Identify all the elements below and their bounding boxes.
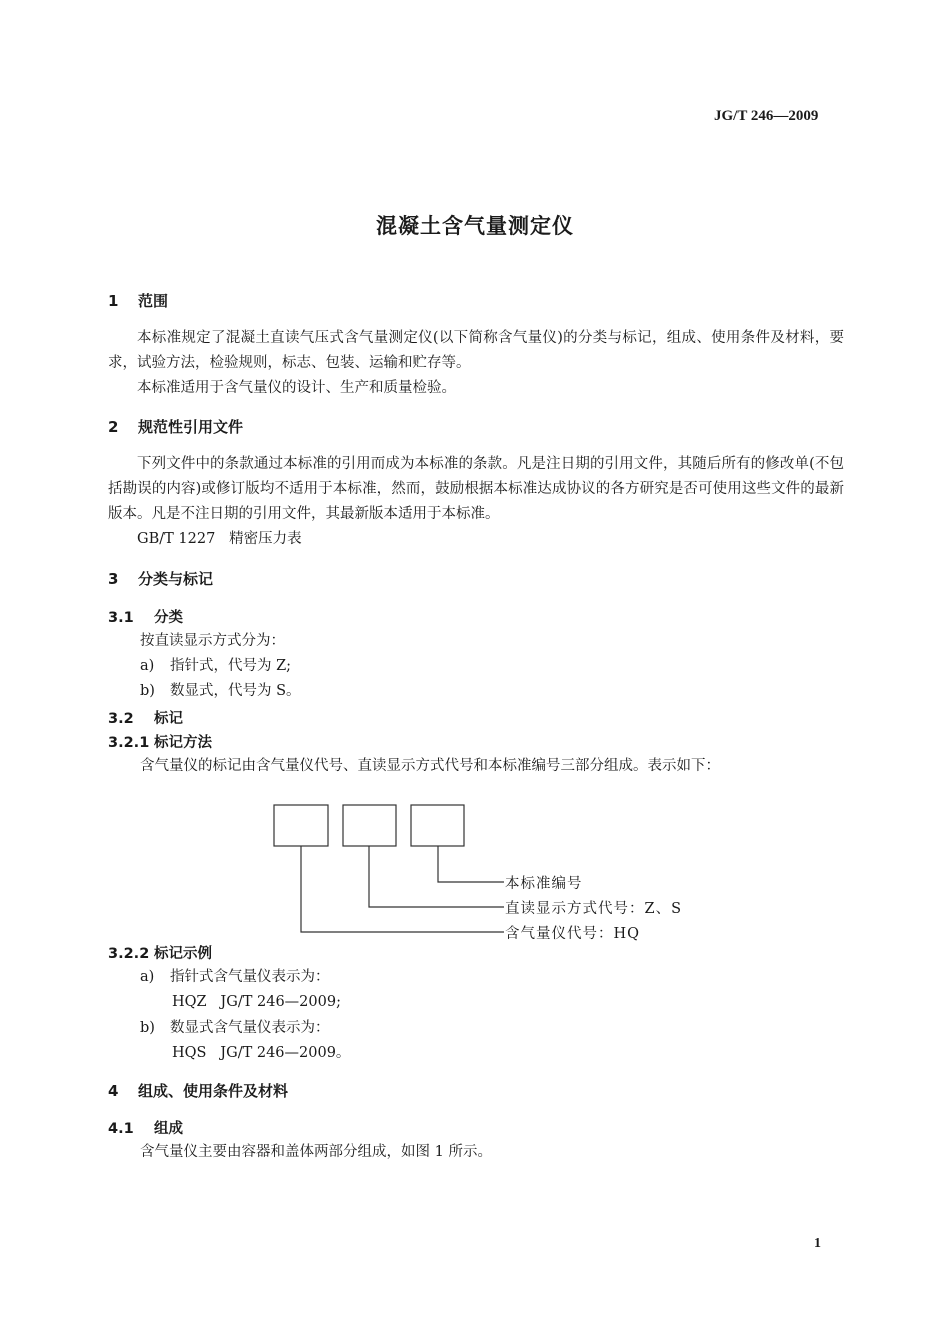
list-item (140, 654, 291, 679)
section-number: 3.2 (108, 711, 134, 727)
paragraph: 本标准适用于含气量仪的设计、生产和质量检验。 (137, 380, 456, 396)
section-number: 3.2.2 (108, 946, 150, 962)
reference-title: 精密压力表 (229, 531, 302, 547)
list-text: 数显式，代号为 S。 (170, 683, 301, 699)
classification-intro: 按直读显示方式分为： (140, 633, 285, 649)
display-code-box (343, 805, 396, 846)
section-3-2-2-heading (108, 942, 212, 963)
marking-example: HQS JG/T 246—2009。 (172, 1045, 351, 1061)
section-title: 组成 (154, 1121, 183, 1137)
instrument-code-leader (301, 846, 504, 932)
section-1-body (108, 326, 844, 401)
section-title: 标记 (154, 711, 183, 727)
instrument-code-box (274, 805, 328, 846)
section-number: 3.1 (108, 610, 134, 626)
standard-number-box (411, 805, 464, 846)
marking-example: HQZ JG/T 246—2009; (172, 994, 341, 1010)
paragraph: 下列文件中的条款通过本标准的引用而成为本标准的条款。凡是注日期的引用文件，其随后所有的修改单(不包括勘误的内容)或修订版均不适用于本标准，然而，鼓励根据本标准达成协议的各方研究是否可使用这些文件的最新版本。凡是不注日期的引用文件，其最新版本适用于本标准。 (108, 456, 844, 522)
section-number: 3.2.1 (108, 735, 150, 751)
section-1-heading (108, 290, 168, 311)
section-3-1-heading (108, 606, 183, 627)
section-4-heading (108, 1080, 288, 1101)
list-text: 指针式含气量仪表示为： (170, 969, 330, 985)
section-2-heading (108, 416, 243, 437)
list-marker: b) (140, 683, 155, 699)
list-marker: a) (140, 658, 155, 674)
section-2-body (108, 452, 844, 552)
section-title: 标记示例 (154, 946, 212, 962)
section-number: 2 (108, 418, 119, 436)
section-title: 分类与标记 (138, 570, 214, 588)
section-title: 分类 (154, 610, 183, 626)
section-title: 规范性引用文件 (138, 418, 244, 436)
marking-diagram (260, 795, 520, 945)
standard-number-leader (438, 846, 504, 882)
list-item (140, 965, 330, 990)
document-title: 混凝土含气量测定仪 (376, 214, 574, 238)
page-number: 1 (814, 1236, 821, 1251)
paragraph: 本标准规定了混凝土直读气压式含气量测定仪(以下简称含气量仪)的分类与标记，组成、使用条件及材料，要求，试验方法，检验规则，标志、包装、运输和贮存等。 (108, 330, 844, 371)
section-number: 3 (108, 570, 119, 588)
list-item (140, 1016, 330, 1041)
list-item (140, 679, 301, 704)
list-marker: b) (140, 1020, 155, 1036)
display-code-leader (369, 846, 504, 907)
section-4-1-heading (108, 1117, 183, 1138)
section-number: 4 (108, 1082, 119, 1100)
label-display-code: 直读显示方式代号：Z、S (505, 901, 683, 917)
section-title: 范围 (138, 292, 169, 310)
section-number: 1 (108, 292, 119, 310)
label-standard-number: 本标准编号 (505, 876, 583, 892)
standard-code: JG/T 246—2009 (714, 108, 819, 124)
list-marker: a) (140, 969, 155, 985)
list-text: 指针式，代号为 Z; (170, 658, 292, 674)
section-title: 标记方法 (154, 735, 212, 751)
reference-code: GB/T 1227 (137, 531, 216, 547)
section-number: 4.1 (108, 1121, 134, 1137)
section-3-2-1-heading (108, 731, 212, 752)
marking-method-text: 含气量仪的标记由含气量仪代号、直读显示方式代号和本标准编号三部分组成。表示如下： (140, 758, 720, 774)
section-3-2-heading (108, 707, 183, 728)
section-3-heading (108, 568, 213, 589)
section-title: 组成、使用条件及材料 (138, 1082, 289, 1100)
label-instrument-code: 含气量仪代号：HQ (505, 926, 641, 942)
normative-reference (108, 527, 844, 552)
composition-text: 含气量仪主要由容器和盖体两部分组成，如图 1 所示。 (140, 1144, 492, 1160)
list-text: 数显式含气量仪表示为： (170, 1020, 330, 1036)
